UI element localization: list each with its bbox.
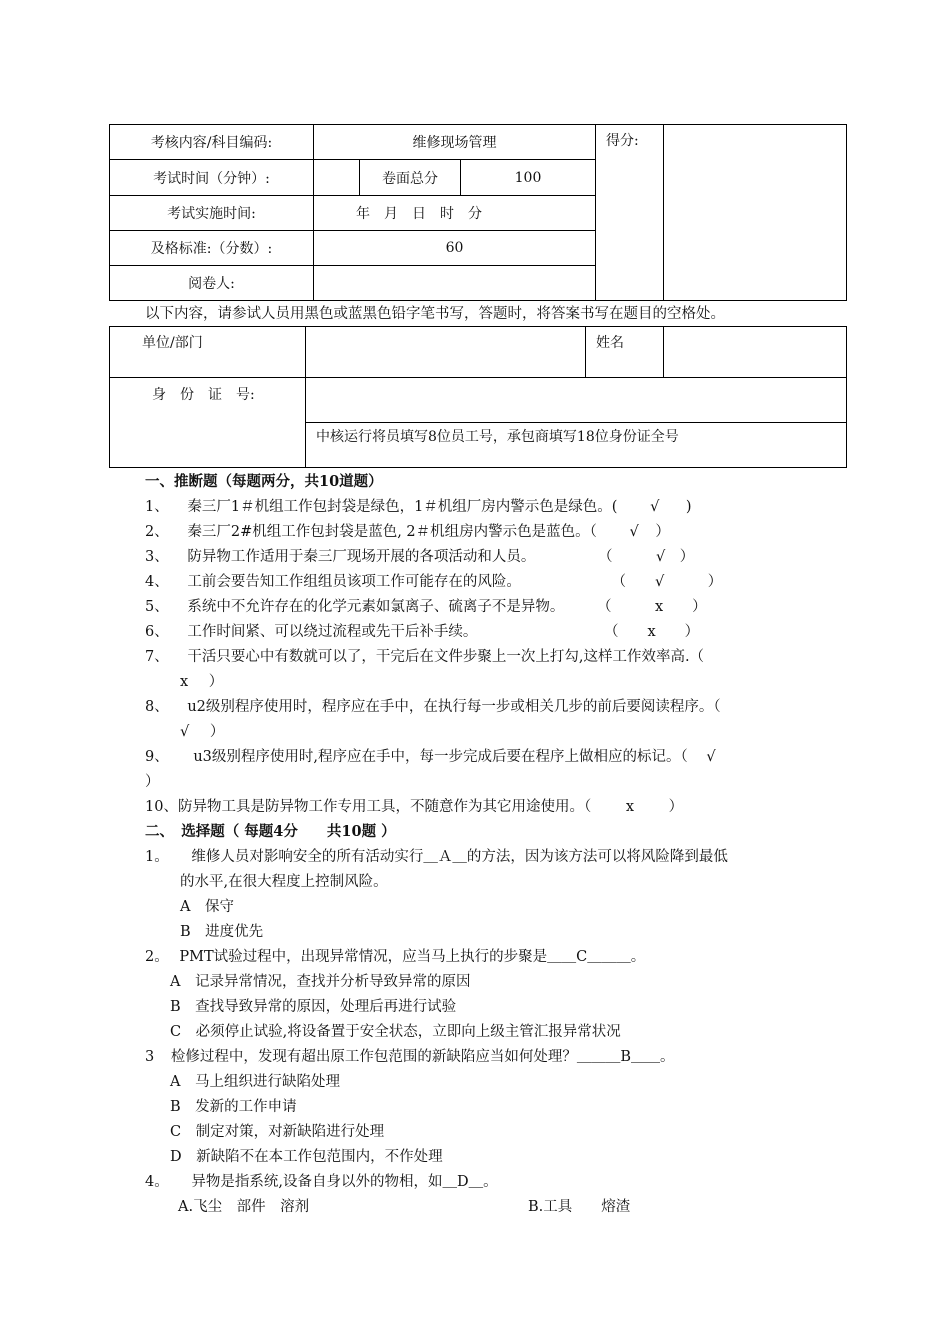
question-text: 维修人员对影响安全的所有活动实行＿Ａ＿的方法，因为该方法可以将风险降到最低 [191, 849, 728, 865]
item-text: 防异物工作适用于秦三厂现场开展的各项活动和人员。 [187, 549, 536, 565]
score-box[interactable] [664, 125, 847, 301]
choice-q3-option-d: D 新缺陷不在本工作包范围内，不作处理 [170, 1149, 443, 1165]
choice-q3 [145, 1047, 675, 1067]
name-label: 姓名 [586, 327, 664, 378]
choice-q4-option-a: A.飞尘 部件 溶剂 [178, 1199, 310, 1215]
item-text: 防异物工具是防异物工作专用工具，不随意作为其它用途使用。（ [177, 799, 592, 815]
item-text: 干活只要心中有数就可以了，干完后在文件步聚上一次上打勾,这样工作效率高.（ [187, 649, 705, 665]
item-text: 秦三厂2#机组工作包封袋是蓝色, 2＃机组房内警示色是蓝色。（ [187, 524, 597, 540]
passing-standard-label: 及格标准:（分数）: [110, 231, 314, 266]
item-text: 工前会要告知工作组组员该项工作可能存在的风险。 [187, 574, 521, 590]
question-number: 4。 [145, 1174, 169, 1190]
choice-q3-option-b: B 发新的工作申请 [170, 1099, 297, 1115]
item-answer: （ x ） [596, 599, 707, 615]
choice-q1-option-b: B 进度优先 [180, 924, 264, 940]
judgment-item-7-answer [180, 672, 223, 692]
id-number-field[interactable] [306, 378, 847, 423]
choice-q1-line2: 的水平,在很大程度上控制风险。 [180, 874, 388, 890]
exam-header-table [109, 124, 847, 301]
choice-q1 [145, 847, 728, 867]
question-text: 异物是指系统,设备自身以外的物相，如＿D＿。 [191, 1174, 498, 1190]
item-number: 10、 [145, 799, 178, 815]
exam-duration-label: 考试时间（分钟）: [110, 160, 314, 196]
item-number: 5、 [145, 599, 169, 615]
item-close: ） [145, 774, 160, 790]
item-close: ) [685, 499, 692, 515]
judgment-item-9 [145, 747, 716, 767]
question-text: 检修过程中，发现有超出原工作包范围的新缺陷应当如何处理？＿＿＿B＿＿。 [170, 1049, 675, 1065]
item-number: 4、 [145, 574, 169, 590]
exam-date-label: 考试实施时间: [110, 196, 314, 231]
passing-standard-value: 60 [314, 231, 596, 266]
unit-field[interactable] [306, 327, 586, 378]
question-number: 3 [145, 1049, 155, 1065]
grader-label: 阅卷人: [110, 266, 314, 301]
judgment-item-8 [145, 697, 721, 717]
judgment-item-8-answer [180, 722, 224, 742]
choice-q2-option-c: C 必须停止试验,将设备置于安全状态，立即向上级主管汇报异常状况 [170, 1024, 621, 1040]
choice-q2-option-b: B 查找导致异常的原因，处理后再进行试验 [170, 999, 457, 1015]
choice-q1-option-a: A 保守 [180, 899, 234, 915]
item-number: 7、 [145, 649, 169, 665]
name-field[interactable] [664, 327, 847, 378]
choice-q4-option-b: B.工具 熔渣 [528, 1199, 631, 1215]
subject-code-label: 考核内容/科目编码: [110, 125, 314, 160]
judgment-item-1 [145, 497, 692, 517]
judgment-item-7 [145, 647, 704, 667]
item-text: u2级别程序使用时，程序应在手中，在执行每一步或相关几步的前后要阅读程序。（ [187, 699, 721, 715]
item-answer: √ [629, 524, 639, 540]
choice-q4 [145, 1172, 498, 1192]
total-score-value: 100 [461, 160, 596, 196]
item-number: 6、 [145, 624, 169, 640]
item-answer: （ √ ） [611, 574, 723, 590]
item-text: 工作时间紧、可以绕过流程或先干后补手续。 [187, 624, 478, 640]
section2-title: 二、 选择题（ 每题4分 共10题 ） [145, 823, 396, 840]
choice-q3-option-c: C 制定对策，对新缺陷进行处理 [170, 1124, 385, 1140]
unit-label: 单位/部门 [110, 327, 306, 378]
exam-duration-value[interactable] [314, 160, 360, 196]
score-label: 得分: [596, 125, 664, 301]
exam-date-value: 年 月 日 时 分 [314, 196, 596, 231]
judgment-item-6 [145, 622, 699, 642]
item-answer: x [625, 799, 634, 815]
item-number: 3、 [145, 549, 169, 565]
item-answer: √ [180, 724, 190, 740]
item-answer: √ [706, 749, 716, 765]
id-number-note: 中核运行将员填写8位员工号，承包商填写18位身份证全号 [306, 423, 847, 468]
item-number: 1、 [145, 499, 169, 515]
judgment-item-2 [145, 522, 670, 542]
item-answer: （ x ） [603, 624, 700, 640]
judgment-item-9-close [145, 772, 160, 792]
total-score-label: 卷面总分 [360, 160, 461, 196]
item-text: u3级别程序使用时,程序应在手中，每一步完成后要在程序上做相应的标记。（ [193, 749, 688, 765]
choice-q2-option-a: A 记录异常情况，查找并分析导致异常的原因 [170, 974, 471, 990]
judgment-item-5 [145, 597, 707, 617]
question-text: PMT试验过程中，出现异常情况，应当马上执行的步聚是＿＿C＿＿＿。 [179, 949, 646, 965]
grader-value[interactable] [314, 266, 596, 301]
subject-code-value: 维修现场管理 [314, 125, 596, 160]
id-number-label: 身 份 证 号: [110, 378, 306, 468]
item-text: 秦三厂1＃机组工作包封袋是绿色，1＃机组厂房内警示色是绿色。( [187, 499, 618, 515]
choice-q2 [145, 947, 645, 967]
item-answer: x [180, 674, 189, 690]
choice-q3-option-a: A 马上组织进行缺陷处理 [170, 1074, 340, 1090]
item-number: 9、 [145, 749, 169, 765]
item-number: 8、 [145, 699, 169, 715]
examinee-info-table [109, 326, 847, 468]
judgment-item-3 [145, 547, 694, 567]
item-close: ） [655, 524, 670, 540]
item-number: 2、 [145, 524, 169, 540]
item-close: ） [209, 724, 225, 740]
item-answer: √ [650, 499, 660, 515]
instruction-text: 以下内容，请参试人员用黑色或蓝黑色铅字笔书写，答题时，将答案书写在题目的空格处。 [145, 306, 725, 322]
item-close: ） [668, 799, 684, 815]
question-number: 2。 [145, 949, 169, 965]
question-number: 1。 [145, 849, 169, 865]
item-close: ） [208, 674, 224, 690]
judgment-item-10 [145, 797, 683, 817]
judgment-item-4 [145, 572, 722, 592]
item-text: 系统中不允许存在的化学元素如氯离子、硫离子不是异物。 [187, 599, 565, 615]
section1-title: 一、推断题（每题两分，共10道题） [145, 473, 383, 490]
item-answer: （ √ ） [597, 549, 695, 565]
